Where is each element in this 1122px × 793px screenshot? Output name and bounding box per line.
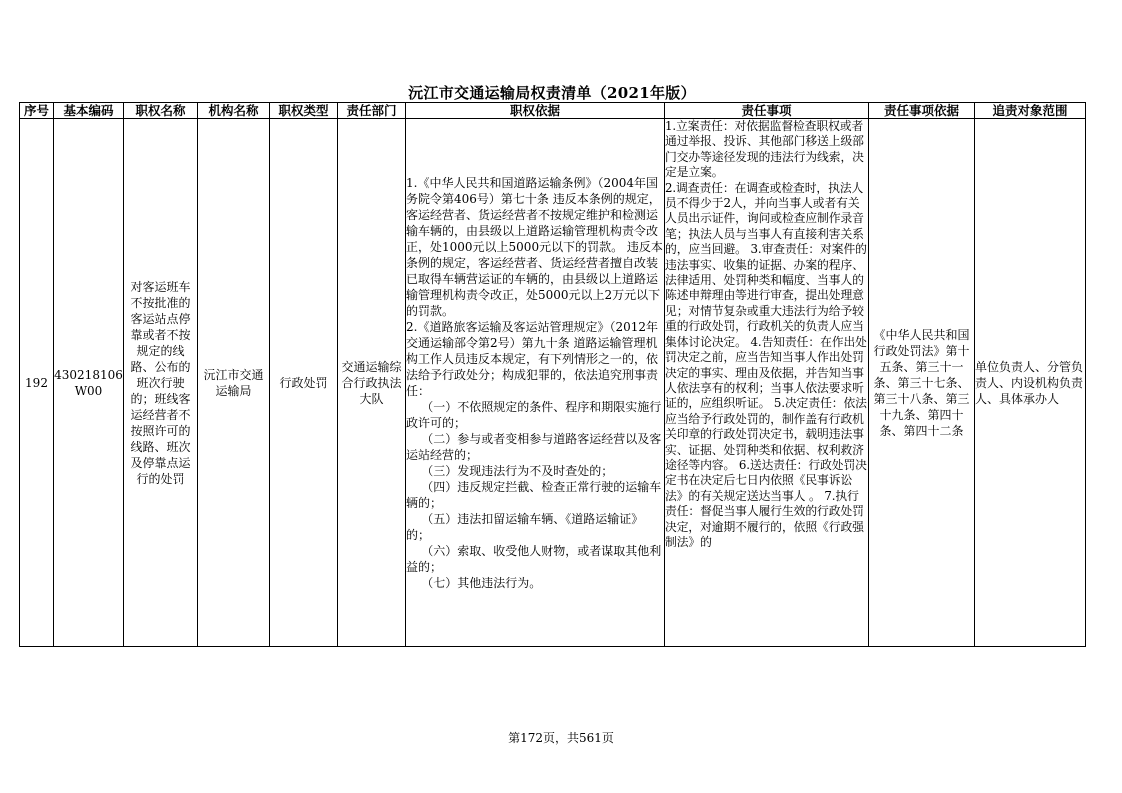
header-code: 基本编码 bbox=[54, 103, 124, 119]
header-legal-basis: 职权依据 bbox=[406, 103, 665, 119]
page-footer: 第172页，共561页 bbox=[508, 731, 614, 745]
cell-duties: 1.立案责任：对依据监督检查职权或者通过举报、投诉、其他部门移送上级部门交办等途径发现的违法行为线索，决定是立案。 2.调查责任：在调查或检查时，执法人员不得少于2人，并向当事人或者有关人员出示证件，询问或检查应制作录音笔；执法人员与当事人有直接利害关系的，应当回避。 3.审查责任：对案件的违法事实、收集的证据、办案的程序、法律适用、处罚种类和幅度、当事人的陈述申辩理由等进行审查，提出处理意见；对情节复杂或重大违法行为给予较重的行政处罚，行政机关的负责人应当集体讨论决定。 4.告知责任：在作出处罚决定之前，应当告知当事人作出处罚决定的事实、理由及依据，并告知当事人依法享有的权利；当事人依法要求听证的，应组织听证。 5.决定责任：依法应当给予行政处罚的，制作盖有行政机关印章的行政处罚决定书，载明违法事实、证据、处罚种类和依据、权利救济途径等内容。 6.送达责任：行政处罚决定书在决定后七日内依照《民事诉讼法》的有关规定送达当事人 。 7.执行责任：督促当事人履行生效的行政处罚决定，对逾期不履行的，依照《行政强制法》的 bbox=[665, 119, 869, 647]
cell-seq: 192 bbox=[20, 119, 54, 647]
header-power-name: 职权名称 bbox=[124, 103, 198, 119]
cell-department: 交通运输综合行政执法大队 bbox=[338, 119, 406, 647]
table-row bbox=[20, 119, 1086, 647]
table-header-row bbox=[20, 103, 1086, 119]
cell-accountability: 单位负责人、分管负责人、内设机构负责人、具体承办人 bbox=[975, 119, 1086, 647]
header-duties: 责任事项 bbox=[665, 103, 869, 119]
header-department: 责任部门 bbox=[338, 103, 406, 119]
cell-power-type: 行政处罚 bbox=[270, 119, 338, 647]
header-power-type: 职权类型 bbox=[270, 103, 338, 119]
cell-agency: 沅江市交通运输局 bbox=[198, 119, 270, 647]
cell-power-name: 对客运班车不按批准的客运站点停靠或者不按规定的线路、公布的班次行驶的；班线客运经营者不按照许可的线路、班次及停靠点运行的处罚 bbox=[124, 119, 198, 647]
header-duty-basis: 责任事项依据 bbox=[869, 103, 975, 119]
cell-duty-basis: 《中华人民共和国行政处罚法》第十五条、第三十一条、第三十七条、第三十八条、第三十九条、第四十条、第四十二条 bbox=[869, 119, 975, 647]
header-agency: 机构名称 bbox=[198, 103, 270, 119]
cell-code: 430218106W00 bbox=[54, 119, 124, 647]
header-accountability: 追责对象范围 bbox=[975, 103, 1086, 119]
header-seq: 序号 bbox=[20, 103, 54, 119]
responsibility-table bbox=[19, 102, 1086, 647]
page-title: 沅江市交通运输局权责清单（2021年版） bbox=[408, 84, 696, 102]
cell-legal-basis: 1.《中华人民共和国道路运输条例》（2004年国务院令第406号）第七十条 违反本条例的规定，客运经营者、货运经营者不按规定维护和检测运输车辆的，由县级以上道路运输管理机构责令改正，处1000元以上5000元以下的罚款。 违反本条例的规定，客运经营者、货运经营者擅自改装已取得车辆营运证的车辆的，由县级以上道路运输管理机构责令改正，处5000元以上2万元以下的罚款。 2.《道路旅客运输及客运站管理规定》（2012年交通运输部令第2号）第九十条 道路运输管理机构工作人员违反本规定，有下列情形之一的，依法给予行政处分；构成犯罪的，依法追究刑事责任： （一）不依照规定的条件、程序和期限实施行政许可的； （二）参与或者变相参与道路客运经营以及客运站经营的； （三）发现违法行为不及时查处的； （四）违反规定拦截、检查正常行驶的运输车辆的； （五）违法扣留运输车辆、《道路运输证》的； （六）索取、收受他人财物，或者谋取其他利益的； （七）其他违法行为。 bbox=[406, 119, 665, 647]
